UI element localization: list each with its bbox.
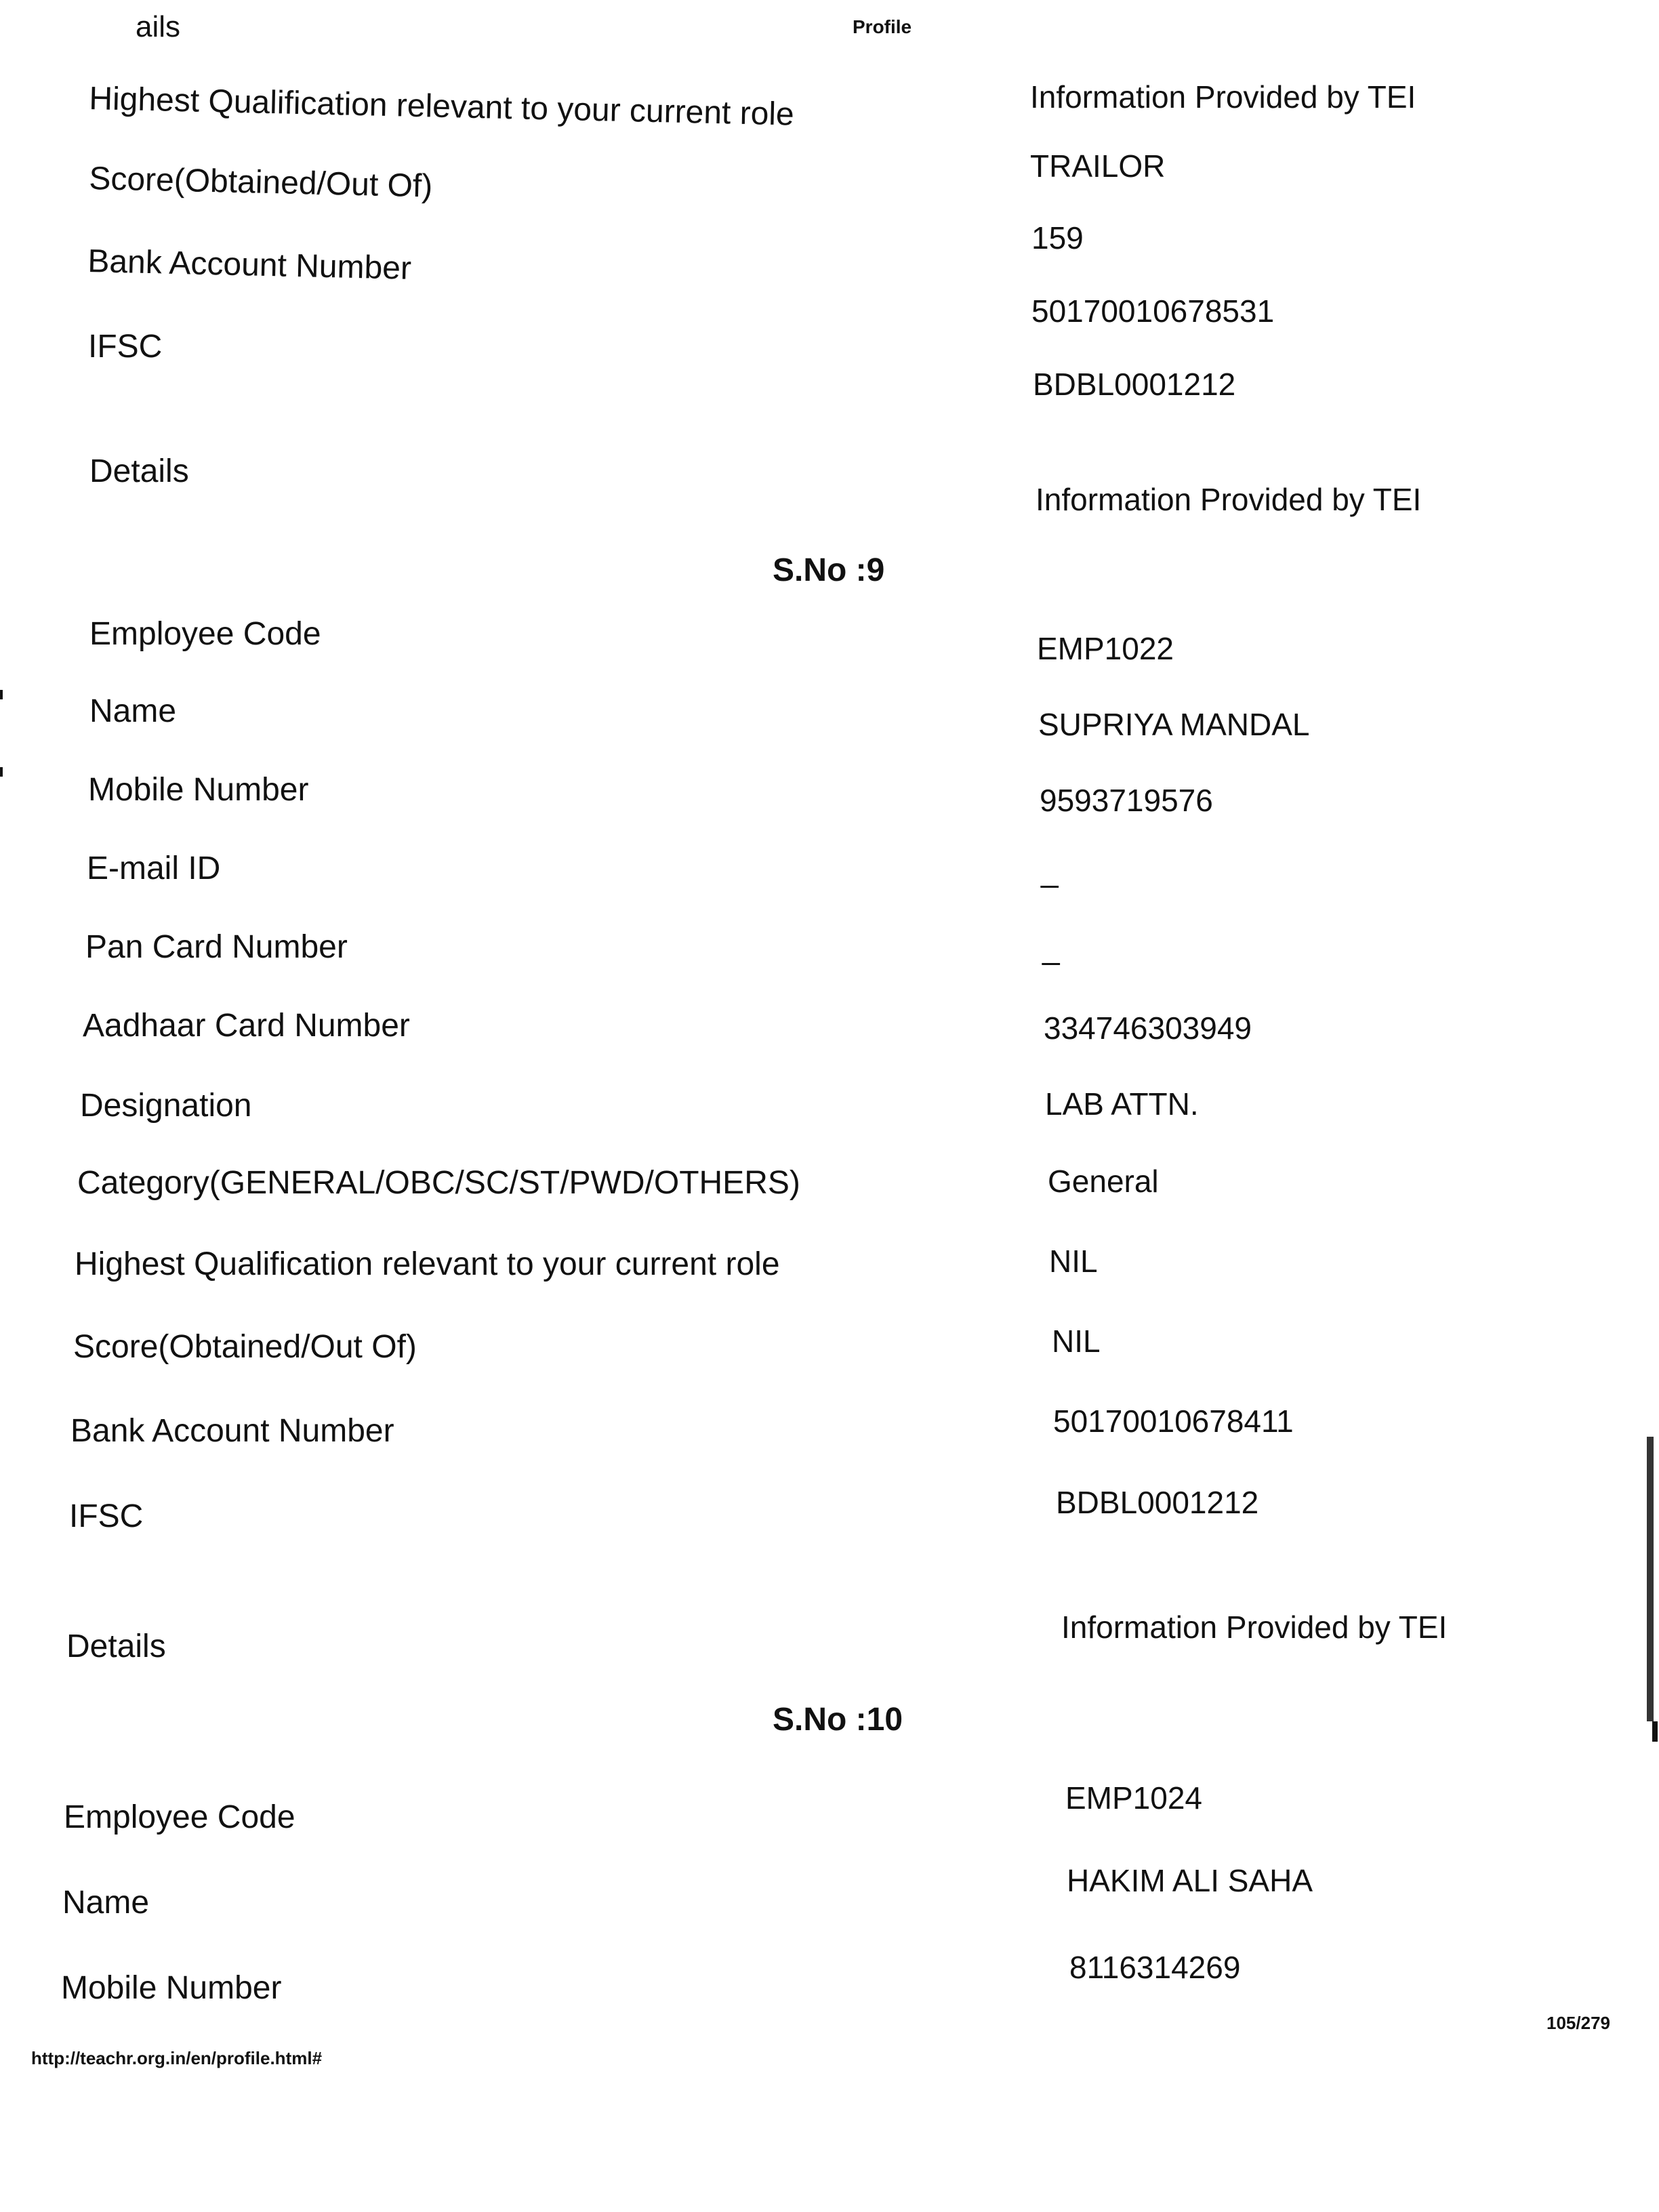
label-aadhaar: Aadhaar Card Number xyxy=(83,1008,410,1044)
value-score-9: NIL xyxy=(1052,1324,1101,1359)
details-value-2: Information Provided by TEI xyxy=(1061,1610,1448,1645)
label-bank-account-9: Bank Account Number xyxy=(70,1413,394,1449)
label-designation: Designation xyxy=(80,1088,252,1124)
scan-edge-mark xyxy=(0,690,3,699)
details-value: Information Provided by TEI xyxy=(1036,482,1422,517)
scan-edge-mark xyxy=(1652,1721,1658,1742)
value-category: General xyxy=(1048,1164,1159,1199)
value-aadhaar: 334746303949 xyxy=(1044,1010,1252,1046)
value-ifsc-9: BDBL0001212 xyxy=(1056,1485,1259,1520)
details-label: Details xyxy=(89,453,189,489)
label-ifsc-9: IFSC xyxy=(69,1498,144,1534)
value-bank-account-9: 50170010678411 xyxy=(1053,1404,1294,1439)
value-designation: LAB ATTN. xyxy=(1045,1086,1199,1122)
sno-10: S.No :10 xyxy=(773,1702,903,1738)
sno-9: S.No :9 xyxy=(773,552,885,588)
label-mobile-number: Mobile Number xyxy=(88,772,309,808)
label-email-id: E-mail ID xyxy=(87,851,221,886)
label-highest-qualification: Highest Qualification relevant to your current role xyxy=(88,81,795,133)
details-label-2: Details xyxy=(66,1629,166,1664)
label-category: Category(GENERAL/OBC/SC/ST/PWD/OTHERS) xyxy=(77,1165,800,1201)
value-pan-card: _ xyxy=(1042,930,1060,966)
value-score: 159 xyxy=(1031,220,1084,255)
label-score: Score(Obtained/Out Of) xyxy=(88,161,433,205)
page-number: 105/279 xyxy=(1547,2013,1610,2033)
value-mobile-number: 9593719576 xyxy=(1040,783,1213,818)
scan-edge-mark xyxy=(0,767,3,777)
label-bank-account: Bank Account Number xyxy=(87,243,412,287)
value-employee-code: EMP1022 xyxy=(1037,631,1174,666)
scan-edge-mark xyxy=(1647,1437,1654,1721)
value-bank-account: 50170010678531 xyxy=(1031,293,1275,329)
value-name: SUPRIYA MANDAL xyxy=(1038,707,1310,742)
info-provided-header: Information Provided by TEI xyxy=(1030,79,1416,115)
label-employee-code: Employee Code xyxy=(89,616,321,652)
label-name: Name xyxy=(89,693,177,729)
value-email-id: _ xyxy=(1041,853,1059,888)
label-qualification-9: Highest Qualification relevant to your current role xyxy=(75,1246,780,1282)
value-name-10: HAKIM ALI SAHA xyxy=(1067,1863,1313,1898)
value-employee-code-10: EMP1024 xyxy=(1065,1780,1203,1816)
header-fragment: ails xyxy=(136,10,181,43)
label-ifsc: IFSC xyxy=(88,329,163,365)
value-qualification-9: NIL xyxy=(1049,1244,1098,1279)
value-mobile-number-10: 8116314269 xyxy=(1069,1950,1241,1985)
value-ifsc: BDBL0001212 xyxy=(1033,367,1236,402)
label-employee-code-10: Employee Code xyxy=(64,1799,295,1835)
page-header-title: Profile xyxy=(853,16,912,37)
label-score-9: Score(Obtained/Out Of) xyxy=(73,1329,417,1365)
label-pan-card: Pan Card Number xyxy=(85,929,348,965)
label-mobile-number-10: Mobile Number xyxy=(61,1970,282,2006)
label-name-10: Name xyxy=(62,1885,150,1921)
value-highest-qualification: TRAILOR xyxy=(1030,148,1166,184)
footer-url: http://teachr.org.in/en/profile.html# xyxy=(31,2048,323,2068)
